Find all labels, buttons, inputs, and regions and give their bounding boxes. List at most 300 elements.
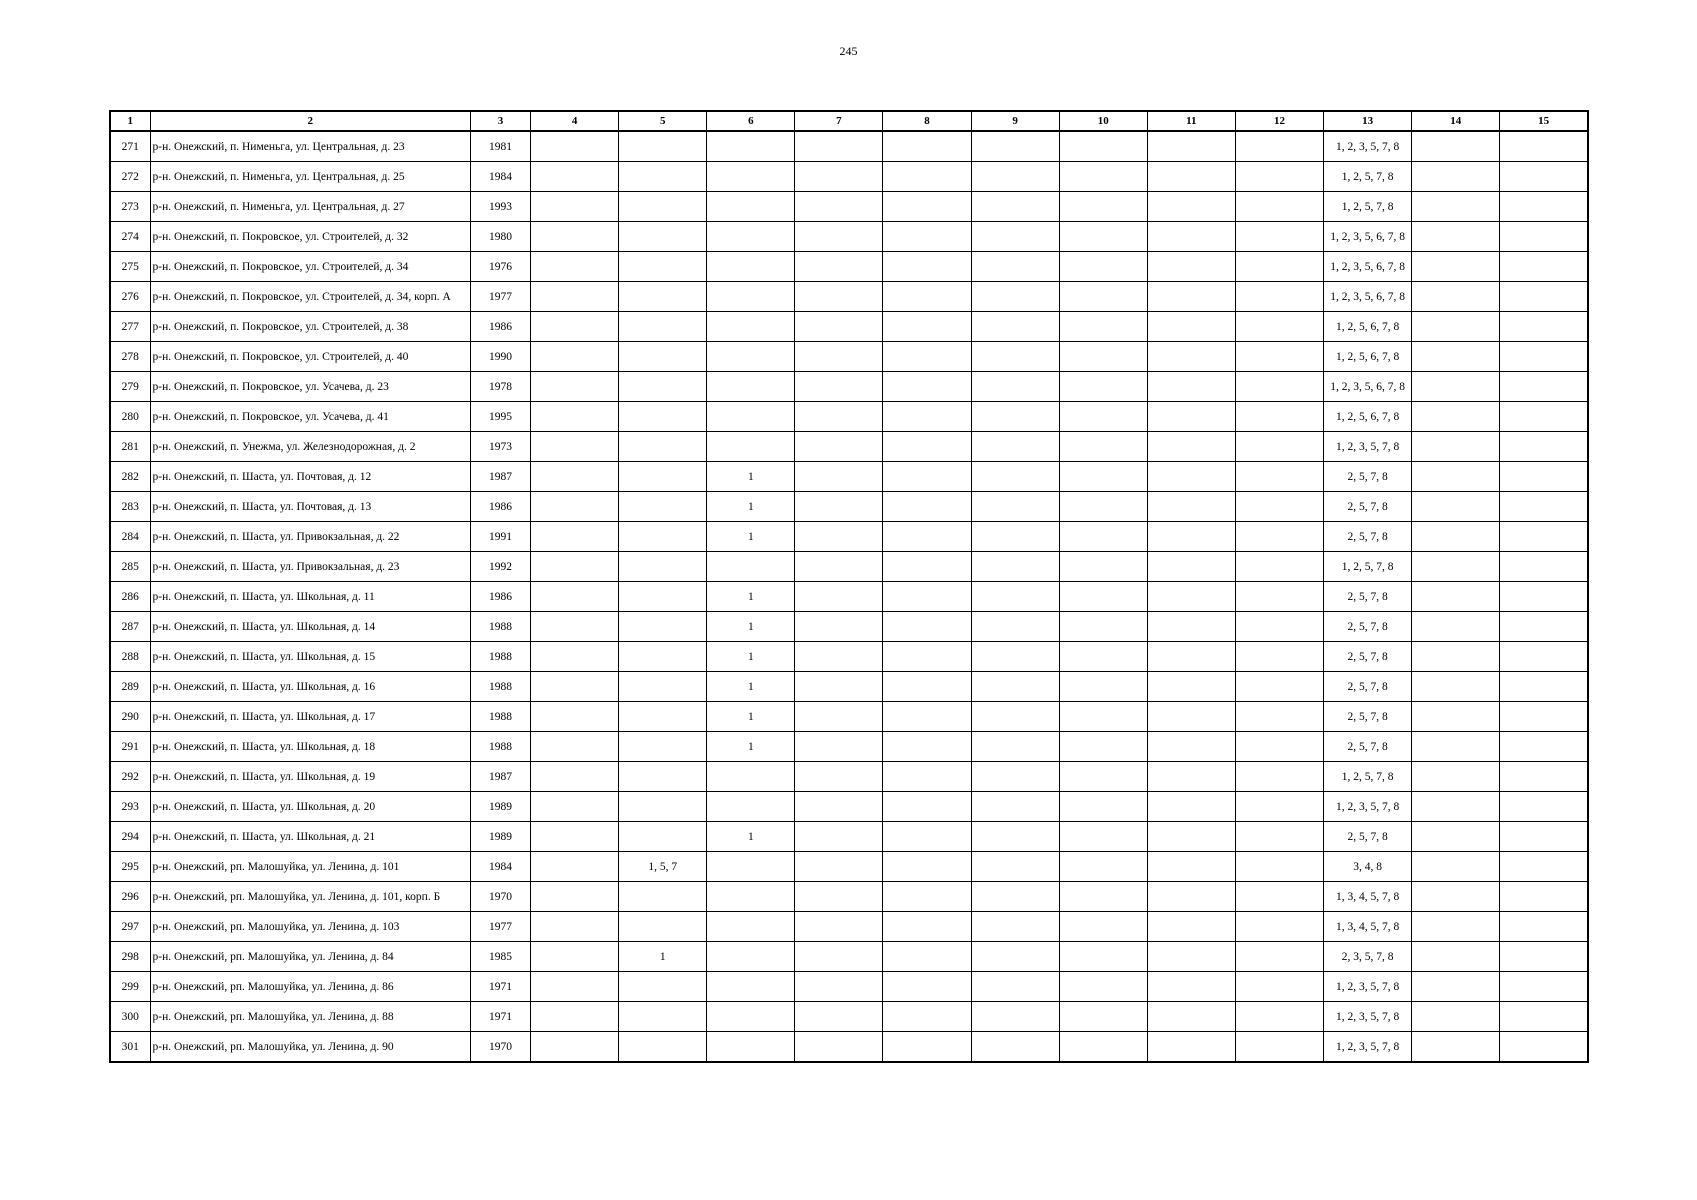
- table-cell: [619, 912, 707, 942]
- row-number-cell: 271: [110, 131, 150, 162]
- table-cell: [795, 702, 883, 732]
- table-cell: [707, 312, 795, 342]
- table-cell: [1235, 282, 1323, 312]
- table-cell: [531, 942, 619, 972]
- table-cell: [1500, 702, 1588, 732]
- address-cell: р-н. Онежский, рп. Малошуйка, ул. Ленина, д. 101: [150, 852, 470, 882]
- table-cell: [1147, 492, 1235, 522]
- table-cell: [619, 192, 707, 222]
- column-header: 7: [795, 111, 883, 131]
- table-cell: [1412, 282, 1500, 312]
- table-cell: [707, 162, 795, 192]
- table-cell: 1, 2, 5, 6, 7, 8: [1324, 402, 1412, 432]
- table-cell: [619, 131, 707, 162]
- year-cell: 1986: [470, 312, 530, 342]
- address-cell: р-н. Онежский, п. Покровское, ул. Усачева, д. 41: [150, 402, 470, 432]
- table-row: [110, 312, 1588, 342]
- table-cell: [531, 912, 619, 942]
- row-number-cell: 279: [110, 372, 150, 402]
- table-cell: [795, 252, 883, 282]
- table-cell: [619, 492, 707, 522]
- table-cell: [1059, 162, 1147, 192]
- table-cell: [1059, 192, 1147, 222]
- table-cell: [883, 432, 971, 462]
- address-cell: р-н. Онежский, п. Покровское, ул. Усачева, д. 23: [150, 372, 470, 402]
- table-cell: 2, 5, 7, 8: [1324, 702, 1412, 732]
- table-cell: [1412, 612, 1500, 642]
- table-cell: [707, 192, 795, 222]
- page-number: 245: [839, 44, 858, 58]
- table-row: [110, 462, 1588, 492]
- table-cell: 1: [707, 462, 795, 492]
- table-cell: [1147, 822, 1235, 852]
- row-number-cell: 278: [110, 342, 150, 372]
- year-cell: 1992: [470, 552, 530, 582]
- table-cell: [1235, 1002, 1323, 1032]
- table-cell: [1235, 372, 1323, 402]
- table-cell: [531, 672, 619, 702]
- row-number-cell: 284: [110, 522, 150, 552]
- table-cell: [531, 1032, 619, 1063]
- table-cell: [619, 432, 707, 462]
- table-cell: [1500, 522, 1588, 552]
- table-cell: [971, 1032, 1059, 1063]
- table-cell: [1235, 672, 1323, 702]
- table-cell: [971, 822, 1059, 852]
- table-cell: [1235, 972, 1323, 1002]
- table-row: [110, 882, 1588, 912]
- row-number-cell: 285: [110, 552, 150, 582]
- row-number-cell: 291: [110, 732, 150, 762]
- table-row: [110, 1002, 1588, 1032]
- table-cell: 1: [707, 672, 795, 702]
- table-cell: 1, 2, 3, 5, 7, 8: [1324, 972, 1412, 1002]
- table-cell: [1500, 552, 1588, 582]
- table-cell: [1500, 882, 1588, 912]
- year-cell: 1989: [470, 792, 530, 822]
- table-row: [110, 492, 1588, 522]
- table-cell: [883, 492, 971, 522]
- table-cell: [1059, 552, 1147, 582]
- table-cell: [1147, 582, 1235, 612]
- table-cell: [1412, 582, 1500, 612]
- table-cell: [795, 1032, 883, 1063]
- column-header: 2: [150, 111, 470, 131]
- table-cell: [795, 162, 883, 192]
- table-cell: [971, 342, 1059, 372]
- table-cell: [971, 162, 1059, 192]
- table-cell: [883, 852, 971, 882]
- table-cell: [531, 282, 619, 312]
- table-cell: [1412, 162, 1500, 192]
- table-cell: [883, 222, 971, 252]
- table-row: [110, 762, 1588, 792]
- table-cell: [883, 972, 971, 1002]
- table-cell: [1147, 462, 1235, 492]
- table-cell: [531, 792, 619, 822]
- table-row: [110, 672, 1588, 702]
- table-cell: [1235, 462, 1323, 492]
- table-cell: [1235, 222, 1323, 252]
- address-cell: р-н. Онежский, п. Шаста, ул. Почтовая, д. 12: [150, 462, 470, 492]
- table-cell: [1412, 972, 1500, 1002]
- row-number-cell: 290: [110, 702, 150, 732]
- table-cell: [1412, 372, 1500, 402]
- table-cell: [1147, 942, 1235, 972]
- table-cell: [707, 432, 795, 462]
- table-cell: [1412, 492, 1500, 522]
- table-cell: [1059, 492, 1147, 522]
- column-header: 5: [619, 111, 707, 131]
- table-cell: [971, 882, 1059, 912]
- table-cell: [619, 222, 707, 252]
- address-cell: р-н. Онежский, п. Шаста, ул. Школьная, д. 15: [150, 642, 470, 672]
- year-cell: 1988: [470, 642, 530, 672]
- table-cell: [1235, 852, 1323, 882]
- table-cell: [1500, 852, 1588, 882]
- table-cell: [531, 432, 619, 462]
- table-cell: 1: [707, 492, 795, 522]
- address-cell: р-н. Онежский, рп. Малошуйка, ул. Ленина, д. 101, корп. Б: [150, 882, 470, 912]
- table-cell: 1: [707, 732, 795, 762]
- table-cell: [1500, 612, 1588, 642]
- table-cell: [971, 762, 1059, 792]
- table-cell: [795, 822, 883, 852]
- table-cell: [619, 462, 707, 492]
- year-cell: 1971: [470, 972, 530, 1002]
- table-cell: [1059, 432, 1147, 462]
- table-cell: [1147, 312, 1235, 342]
- table-cell: [619, 1002, 707, 1032]
- table-cell: [707, 972, 795, 1002]
- table-cell: [1500, 342, 1588, 372]
- row-number-cell: 283: [110, 492, 150, 522]
- table-cell: [883, 582, 971, 612]
- table-cell: [619, 552, 707, 582]
- table-cell: [883, 522, 971, 552]
- table-cell: [883, 1002, 971, 1032]
- table-cell: [1235, 162, 1323, 192]
- table-cell: [795, 462, 883, 492]
- table-cell: [1059, 282, 1147, 312]
- table-cell: [619, 762, 707, 792]
- table-cell: [1059, 1002, 1147, 1032]
- address-cell: р-н. Онежский, п. Шаста, ул. Привокзальная, д. 23: [150, 552, 470, 582]
- table-cell: [795, 492, 883, 522]
- column-header: 9: [971, 111, 1059, 131]
- year-cell: 1970: [470, 882, 530, 912]
- table-cell: [1500, 282, 1588, 312]
- table-cell: [1059, 1032, 1147, 1063]
- year-cell: 1988: [470, 702, 530, 732]
- address-cell: р-н. Онежский, п. Шаста, ул. Школьная, д. 19: [150, 762, 470, 792]
- table-cell: [1147, 192, 1235, 222]
- table-row: [110, 732, 1588, 762]
- row-number-cell: 299: [110, 972, 150, 1002]
- table-cell: [795, 912, 883, 942]
- table-cell: [531, 1002, 619, 1032]
- table-row: [110, 131, 1588, 162]
- address-cell: р-н. Онежский, п. Покровское, ул. Строителей, д. 34, корп. А: [150, 282, 470, 312]
- year-cell: 1984: [470, 852, 530, 882]
- table-cell: [1235, 131, 1323, 162]
- table-cell: [619, 822, 707, 852]
- column-header: 1: [110, 111, 150, 131]
- table-cell: [883, 612, 971, 642]
- table-cell: 2, 5, 7, 8: [1324, 672, 1412, 702]
- table-cell: [1147, 642, 1235, 672]
- table-row: [110, 1032, 1588, 1063]
- table-cell: [619, 282, 707, 312]
- address-cell: р-н. Онежский, рп. Малошуйка, ул. Ленина, д. 84: [150, 942, 470, 972]
- table-cell: [1500, 912, 1588, 942]
- table-cell: [531, 492, 619, 522]
- table-cell: [1059, 342, 1147, 372]
- address-cell: р-н. Онежский, п. Шаста, ул. Школьная, д. 11: [150, 582, 470, 612]
- column-header: 15: [1500, 111, 1588, 131]
- table-cell: 1, 2, 3, 5, 7, 8: [1324, 432, 1412, 462]
- table-cell: [1500, 822, 1588, 852]
- table-cell: [795, 942, 883, 972]
- table-cell: [531, 131, 619, 162]
- table-cell: 1: [707, 522, 795, 552]
- table-cell: [1059, 672, 1147, 702]
- table-cell: 1, 3, 4, 5, 7, 8: [1324, 912, 1412, 942]
- table-cell: [707, 372, 795, 402]
- column-header: 6: [707, 111, 795, 131]
- table-cell: [971, 612, 1059, 642]
- address-cell: р-н. Онежский, п. Шаста, ул. Школьная, д. 20: [150, 792, 470, 822]
- row-number-cell: 289: [110, 672, 150, 702]
- table-cell: [883, 252, 971, 282]
- table-cell: [1059, 642, 1147, 672]
- table-cell: [1412, 732, 1500, 762]
- table-cell: [531, 882, 619, 912]
- table-cell: 1: [707, 612, 795, 642]
- table-cell: [619, 972, 707, 1002]
- table-cell: [883, 672, 971, 702]
- table-cell: [531, 732, 619, 762]
- year-cell: 1970: [470, 1032, 530, 1063]
- table-row: [110, 792, 1588, 822]
- table-cell: [971, 852, 1059, 882]
- table-cell: [795, 882, 883, 912]
- table-cell: 2, 5, 7, 8: [1324, 522, 1412, 552]
- year-cell: 1986: [470, 492, 530, 522]
- table-cell: [971, 402, 1059, 432]
- table-cell: [971, 1002, 1059, 1032]
- table-cell: [531, 222, 619, 252]
- table-cell: [1412, 522, 1500, 552]
- table-cell: [619, 702, 707, 732]
- table-cell: [795, 792, 883, 822]
- table-cell: [1059, 942, 1147, 972]
- table-cell: [1500, 492, 1588, 522]
- year-cell: 1978: [470, 372, 530, 402]
- table-row: [110, 642, 1588, 672]
- table-cell: [531, 642, 619, 672]
- table-cell: [795, 612, 883, 642]
- table-cell: [971, 252, 1059, 282]
- table-cell: [1412, 192, 1500, 222]
- table-cell: [795, 1002, 883, 1032]
- table-cell: [1412, 552, 1500, 582]
- table-cell: [707, 252, 795, 282]
- row-number-cell: 293: [110, 792, 150, 822]
- table-cell: [1500, 642, 1588, 672]
- table-cell: [1059, 131, 1147, 162]
- table-cell: [619, 792, 707, 822]
- table-cell: [1059, 582, 1147, 612]
- table-cell: [795, 192, 883, 222]
- table-cell: [1059, 372, 1147, 402]
- year-cell: 1988: [470, 672, 530, 702]
- table-cell: [1147, 131, 1235, 162]
- table-cell: [707, 1032, 795, 1063]
- table-cell: [1500, 1032, 1588, 1063]
- table-cell: [1500, 1002, 1588, 1032]
- table-cell: [971, 912, 1059, 942]
- year-cell: 1995: [470, 402, 530, 432]
- row-number-cell: 277: [110, 312, 150, 342]
- table-cell: [971, 192, 1059, 222]
- row-number-cell: 274: [110, 222, 150, 252]
- table-cell: [883, 792, 971, 822]
- table-cell: [883, 1032, 971, 1063]
- table-cell: [1412, 252, 1500, 282]
- table-cell: [883, 131, 971, 162]
- table-cell: [1500, 972, 1588, 1002]
- table-cell: 1, 2, 5, 7, 8: [1324, 762, 1412, 792]
- table-cell: [1500, 462, 1588, 492]
- year-cell: 1977: [470, 282, 530, 312]
- table-cell: [971, 792, 1059, 822]
- table-cell: [795, 131, 883, 162]
- year-cell: 1977: [470, 912, 530, 942]
- table-cell: [1235, 252, 1323, 282]
- table-cell: [619, 312, 707, 342]
- table-cell: [795, 522, 883, 552]
- table-cell: [1059, 702, 1147, 732]
- table-cell: [531, 162, 619, 192]
- table-cell: [795, 372, 883, 402]
- row-number-cell: 301: [110, 1032, 150, 1063]
- table-cell: [1147, 282, 1235, 312]
- table-cell: [1412, 642, 1500, 672]
- table-cell: [795, 732, 883, 762]
- table-cell: [531, 312, 619, 342]
- table-cell: [1059, 402, 1147, 432]
- table-row: [110, 222, 1588, 252]
- table-row: [110, 192, 1588, 222]
- table-cell: [883, 402, 971, 432]
- table-cell: [795, 282, 883, 312]
- table-header: [110, 111, 1588, 131]
- table-cell: [1500, 792, 1588, 822]
- table-cell: [1059, 762, 1147, 792]
- table-cell: [1147, 402, 1235, 432]
- table-cell: [1500, 732, 1588, 762]
- table-cell: [531, 372, 619, 402]
- table-cell: [531, 192, 619, 222]
- table-cell: [1412, 1032, 1500, 1063]
- table-cell: [1147, 912, 1235, 942]
- table-cell: [531, 552, 619, 582]
- table-cell: [1500, 942, 1588, 972]
- table-cell: [1412, 672, 1500, 702]
- row-number-cell: 292: [110, 762, 150, 792]
- table-cell: [1412, 342, 1500, 372]
- table-cell: [531, 462, 619, 492]
- table-cell: [1500, 312, 1588, 342]
- table-cell: 1, 2, 3, 5, 7, 8: [1324, 131, 1412, 162]
- table-cell: 2, 5, 7, 8: [1324, 462, 1412, 492]
- year-cell: 1987: [470, 762, 530, 792]
- table-cell: [1147, 222, 1235, 252]
- table-cell: [1412, 312, 1500, 342]
- table-cell: [619, 342, 707, 372]
- table-cell: [619, 642, 707, 672]
- table-cell: [1235, 642, 1323, 672]
- table-cell: 1: [707, 702, 795, 732]
- table-cell: 1, 2, 5, 7, 8: [1324, 552, 1412, 582]
- table-cell: 1, 2, 3, 5, 7, 8: [1324, 1002, 1412, 1032]
- table-cell: [1059, 852, 1147, 882]
- table-cell: [1412, 402, 1500, 432]
- table-row: [110, 522, 1588, 552]
- table-cell: [1500, 131, 1588, 162]
- table-cell: [883, 762, 971, 792]
- table-cell: [1059, 882, 1147, 912]
- table-row: [110, 822, 1588, 852]
- table-cell: [971, 942, 1059, 972]
- row-number-cell: 276: [110, 282, 150, 312]
- table-cell: 1: [619, 942, 707, 972]
- address-cell: р-н. Онежский, п. Покровское, ул. Строителей, д. 40: [150, 342, 470, 372]
- table-cell: [883, 822, 971, 852]
- column-header: 13: [1324, 111, 1412, 131]
- table-cell: [1235, 912, 1323, 942]
- table-cell: [883, 882, 971, 912]
- table-cell: 1: [707, 582, 795, 612]
- table-cell: [971, 462, 1059, 492]
- table-cell: [1147, 552, 1235, 582]
- column-header: 4: [531, 111, 619, 131]
- table-cell: [971, 582, 1059, 612]
- table-cell: [1147, 852, 1235, 882]
- table-cell: [795, 312, 883, 342]
- row-number-cell: 288: [110, 642, 150, 672]
- table-cell: [1059, 222, 1147, 252]
- table-cell: [1147, 372, 1235, 402]
- year-cell: 1981: [470, 131, 530, 162]
- table-cell: [795, 552, 883, 582]
- table-cell: [1500, 582, 1588, 612]
- table-cell: [1147, 882, 1235, 912]
- table-cell: [531, 252, 619, 282]
- year-cell: 1984: [470, 162, 530, 192]
- table-cell: [1235, 732, 1323, 762]
- table-row: [110, 582, 1588, 612]
- table-cell: [883, 732, 971, 762]
- table-row: [110, 252, 1588, 282]
- table-cell: [619, 372, 707, 402]
- table-cell: [1147, 1002, 1235, 1032]
- table-cell: [1059, 912, 1147, 942]
- address-cell: р-н. Онежский, рп. Малошуйка, ул. Ленина, д. 86: [150, 972, 470, 1002]
- table-cell: 1, 2, 3, 5, 6, 7, 8: [1324, 252, 1412, 282]
- table-cell: [795, 222, 883, 252]
